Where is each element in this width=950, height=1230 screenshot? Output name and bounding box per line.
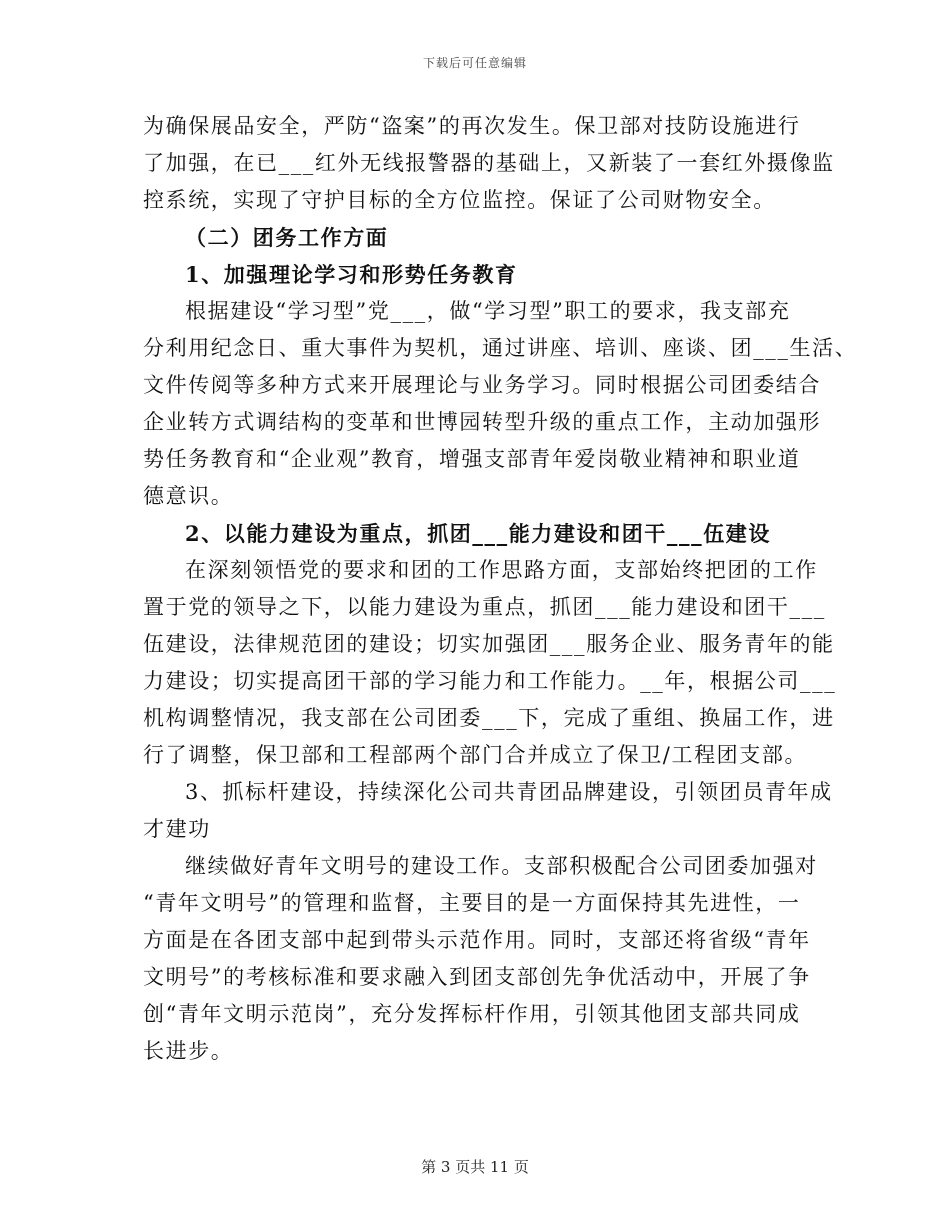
- body-text-line: 分利用纪念日、重大事件为契机，通过讲座、培训、座谈、团___生活、: [143, 336, 858, 360]
- body-text-line: “青年文明号”的管理和监督，主要目的是一方面保持其先进性，一: [143, 891, 801, 915]
- body-text-line: 控系统，实现了守护目标的全方位监控。保证了公司财物安全。: [143, 188, 776, 212]
- document-body: [143, 108, 858, 1070]
- body-text-line: 机构调整情况，我支部在公司团委___下，完成了重组、换届工作，进: [143, 706, 835, 730]
- section-heading-line: 1、加强理论学习和形势任务教育: [185, 262, 518, 287]
- body-text-line: 继续做好青年文明号的建设工作。支部积极配合公司团委加强对: [185, 854, 818, 878]
- section-heading-line: 2、以能力建设为重点，抓团___能力建设和团干___伍建设: [185, 521, 772, 546]
- body-text-line: 势任务教育和“企业观”教育，增强支部青年爱岗敬业精神和职业道: [143, 447, 801, 471]
- body-text-line: 伍建设，法律规范团的建设；切实加强团___服务企业、服务青年的能: [143, 632, 835, 656]
- body-text-line: 在深刻领悟党的要求和团的工作思路方面，支部始终把团的工作: [185, 558, 818, 582]
- body-text-line: 创“青年文明示范岗”，充分发挥标杆作用，引领其他团支部共同成: [143, 1002, 801, 1026]
- body-text-line: 方面是在各团支部中起到带头示范作用。同时，支部还将省级“青年: [143, 928, 811, 952]
- body-text-line: 力建设；切实提高团干部的学习能力和工作能力。__年，根据公司___: [143, 669, 837, 693]
- page-header: 下载后可任意编辑: [422, 56, 527, 70]
- body-text-line: 企业转方式调结构的变革和世博园转型升级的重点工作，主动加强形: [143, 410, 821, 434]
- body-text-line: 才建功: [143, 817, 211, 841]
- body-text-line: 置于党的领导之下，以能力建设为重点，抓团___能力建设和团干___: [143, 595, 826, 619]
- body-text-line: 行了调整，保卫部和工程部两个部门合并成立了保卫/工程团支部。: [143, 743, 808, 767]
- body-text-line: 文件传阅等多种方式来开展理论与业务学习。同时根据公司团委结合: [143, 373, 821, 397]
- body-text-line: 长进步。: [143, 1039, 234, 1063]
- body-text-line: 了加强，在已___红外无线报警器的基础上，又新装了一套红外摄像监: [143, 151, 835, 175]
- body-text-line: 为确保展品安全，严防“盗案”的再次发生。保卫部对技防设施进行: [143, 114, 801, 138]
- body-text-line: 德意识。: [143, 484, 234, 508]
- page-number: 第 3 页共 11 页: [421, 1158, 529, 1176]
- body-text-line: 文明号”的考核标准和要求融入到团支部创先争优活动中，开展了争: [143, 965, 811, 989]
- body-text-line: 3、抓标杆建设，持续深化公司共青团品牌建设，引领团员青年成: [185, 780, 833, 804]
- section-heading-line: （二）团务工作方面: [185, 225, 389, 250]
- body-text-line: 根据建设“学习型”党___，做“学习型”职工的要求，我支部充: [185, 299, 791, 323]
